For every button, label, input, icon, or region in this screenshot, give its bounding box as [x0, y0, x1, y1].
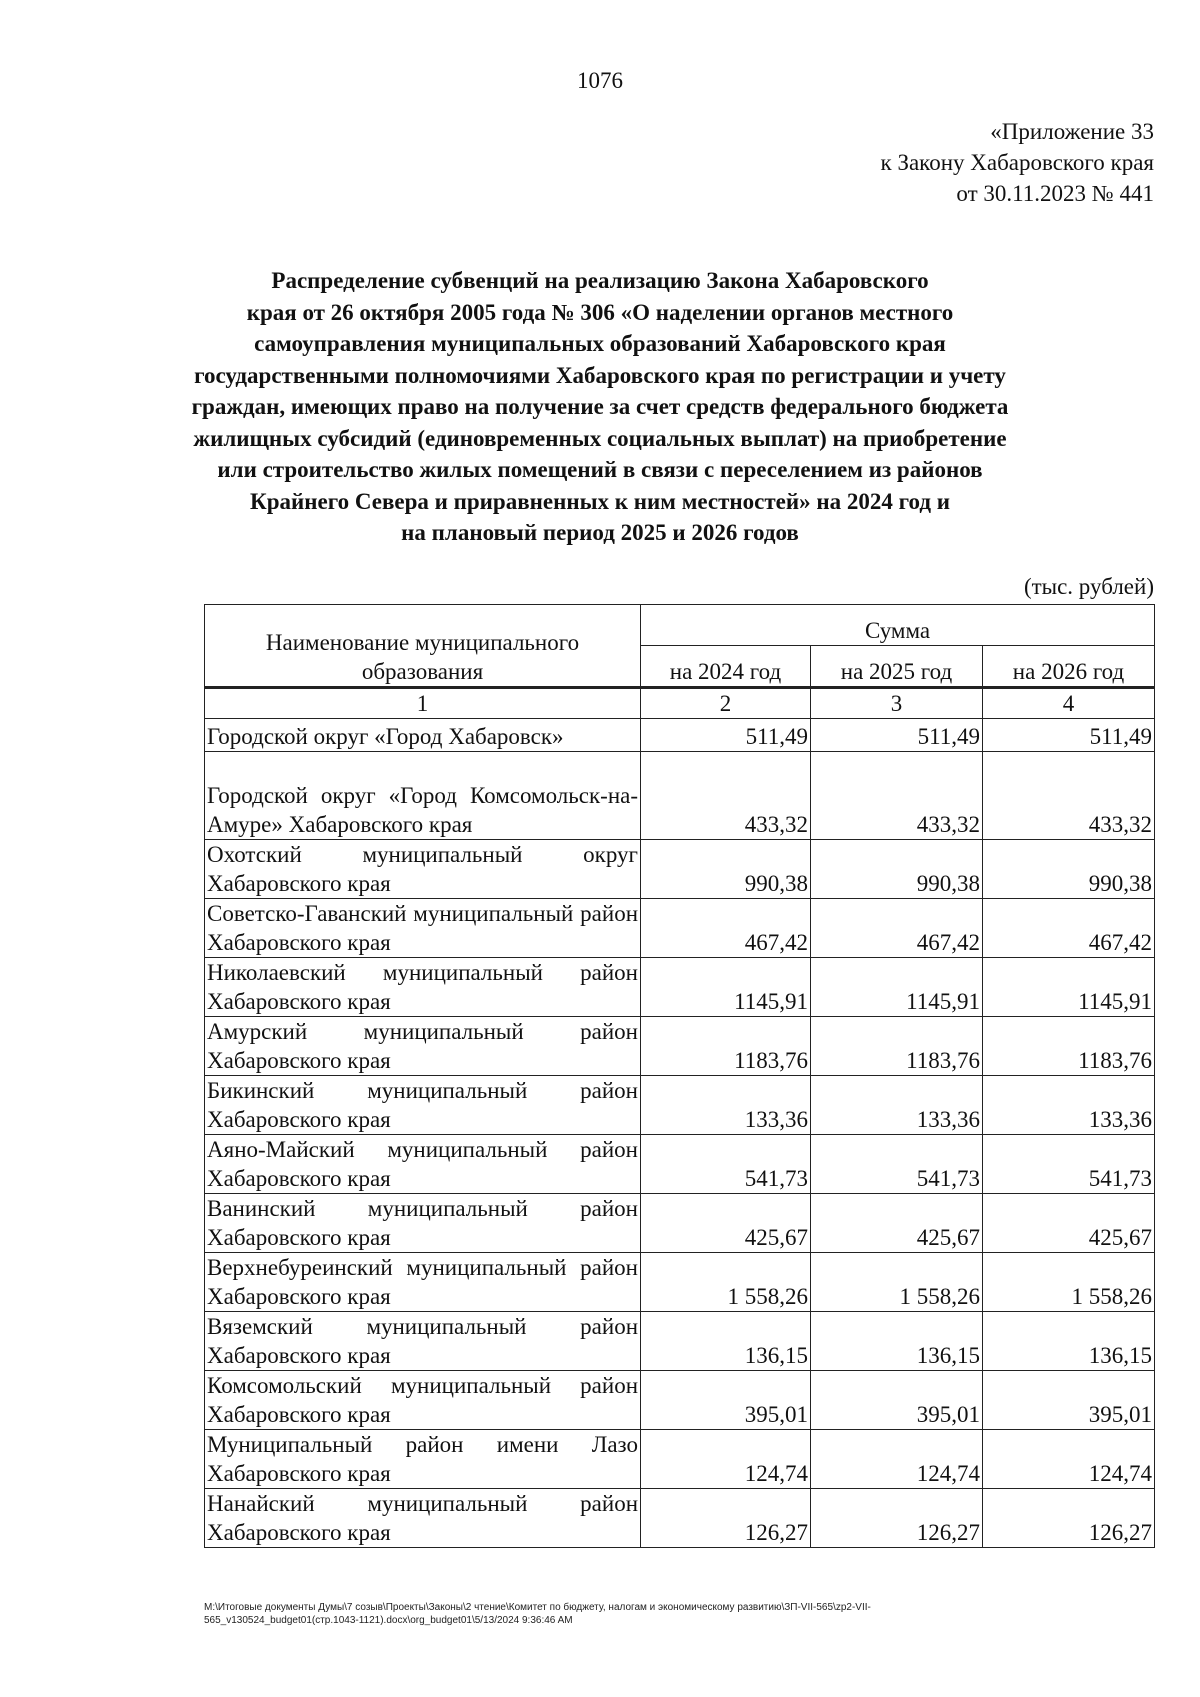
value-2026: 126,27	[983, 1489, 1155, 1548]
title-line: Крайнего Севера и приравненных к ним местностей» на 2024 год и	[250, 488, 950, 514]
value-2026: 124,74	[983, 1430, 1155, 1489]
municipality-name: Нанайский муниципальный район Хабаровского края	[205, 1489, 641, 1548]
table-row	[205, 840, 1155, 899]
header-year-2024: на 2024 год	[641, 646, 811, 688]
value-2024: 1145,91	[641, 958, 811, 1017]
table-row	[205, 899, 1155, 958]
document-title	[160, 265, 1040, 549]
table-row	[205, 1135, 1155, 1194]
title-line: или строительство жилых помещений в связи с переселением из районов	[217, 457, 983, 482]
value-2026: 1145,91	[983, 958, 1155, 1017]
municipality-name: Бикинский муниципальный район Хабаровского края	[205, 1076, 641, 1135]
table-row	[205, 719, 1155, 752]
municipality-name: Охотский муниципальный округ Хабаровского края	[205, 840, 641, 899]
column-number: 3	[811, 688, 983, 719]
table-row	[205, 1017, 1155, 1076]
value-2026: 136,15	[983, 1312, 1155, 1371]
value-2024: 136,15	[641, 1312, 811, 1371]
municipality-name: Николаевский муниципальный район Хабаровского края	[205, 958, 641, 1017]
value-2025: 541,73	[811, 1135, 983, 1194]
footer-line-2: 565_v130524_budget01(стр.1043-1121).docx\org_budget01\5/13/2024 9:36:46 AM	[204, 1615, 573, 1626]
municipality-name: Амурский муниципальный район Хабаровского края	[205, 1017, 641, 1076]
value-2026: 1 558,26	[983, 1253, 1155, 1312]
appendix-line-3: от 30.11.2023 № 441	[956, 181, 1154, 206]
value-2026: 541,73	[983, 1135, 1155, 1194]
table-row	[205, 1253, 1155, 1312]
title-line: граждан, имеющих право на получение за счет средств федерального бюджета	[191, 394, 1009, 419]
value-2026: 395,01	[983, 1371, 1155, 1430]
value-2026: 467,42	[983, 899, 1155, 958]
value-2025: 126,27	[811, 1489, 983, 1548]
value-2025: 433,32	[811, 752, 983, 840]
value-2024: 511,49	[641, 719, 811, 752]
value-2025: 133,36	[811, 1076, 983, 1135]
column-number: 2	[641, 688, 811, 719]
title-line: самоуправления муниципальных образований Хабаровского края	[254, 331, 946, 356]
municipality-name: Городской округ «Город Хабаровск»	[205, 719, 641, 752]
table-row	[205, 1312, 1155, 1371]
value-2025: 1183,76	[811, 1017, 983, 1076]
header-municipality: Наименование муниципального образования	[205, 605, 641, 688]
value-2024: 990,38	[641, 840, 811, 899]
table-row	[205, 1430, 1155, 1489]
footer-line-1: М:\Итоговые документы Думы\7 созыв\Проекты\Законы\2 чтение\Комитет по бюджету, налогам и экономическому развитию\ЗП-VII-565\zp2-VII-	[204, 1602, 871, 1613]
table-row	[205, 1371, 1155, 1430]
municipality-name: Аяно-Майский муниципальный район Хабаровского края	[205, 1135, 641, 1194]
table-row	[205, 958, 1155, 1017]
appendix-reference	[881, 116, 1154, 209]
municipality-name: Советско-Гаванский муниципальный район Хабаровского края	[205, 899, 641, 958]
municipality-name: Муниципальный район имени Лазо Хабаровского края	[205, 1430, 641, 1489]
title-line: государственными полномочиями Хабаровского края по регистрации и учету	[194, 362, 1006, 388]
value-2024: 124,74	[641, 1430, 811, 1489]
value-2025: 467,42	[811, 899, 983, 958]
value-2024: 425,67	[641, 1194, 811, 1253]
value-2025: 124,74	[811, 1430, 983, 1489]
appendix-line-1: «Приложение 33	[990, 119, 1154, 144]
municipality-name: Городской округ «Город Комсомольск-на-Амуре» Хабаровского края	[205, 752, 641, 840]
title-line: Распределение субвенций на реализацию Закона Хабаровского	[271, 268, 929, 293]
value-2026: 990,38	[983, 840, 1155, 899]
municipality-name: Ванинский муниципальный район Хабаровского края	[205, 1194, 641, 1253]
value-2024: 126,27	[641, 1489, 811, 1548]
municipality-name: Верхнебуреинский муниципальный район Хабаровского края	[205, 1253, 641, 1312]
value-2024: 1 558,26	[641, 1253, 811, 1312]
page-number: 1076	[577, 68, 623, 93]
value-2026: 433,32	[983, 752, 1155, 840]
title-line: на плановый период 2025 и 2026 годов	[401, 520, 799, 545]
value-2024: 1183,76	[641, 1017, 811, 1076]
value-2026: 425,67	[983, 1194, 1155, 1253]
value-2026: 133,36	[983, 1076, 1155, 1135]
table-row	[205, 1194, 1155, 1253]
table-row	[205, 1076, 1155, 1135]
value-2024: 467,42	[641, 899, 811, 958]
value-2025: 1 558,26	[811, 1253, 983, 1312]
subvention-table	[204, 604, 1155, 1548]
table-row	[205, 1489, 1155, 1548]
value-2025: 1145,91	[811, 958, 983, 1017]
value-2024: 541,73	[641, 1135, 811, 1194]
value-2025: 511,49	[811, 719, 983, 752]
value-2025: 136,15	[811, 1312, 983, 1371]
value-2025: 990,38	[811, 840, 983, 899]
column-number-row	[205, 688, 1155, 719]
value-2025: 395,01	[811, 1371, 983, 1430]
title-line: края от 26 октября 2005 года № 306 «О наделении органов местного	[246, 299, 954, 325]
table-row	[205, 752, 1155, 840]
title-line: жилищных субсидий (единовременных социальных выплат) на приобретение	[193, 425, 1007, 451]
value-2026: 1183,76	[983, 1017, 1155, 1076]
file-path-footer	[204, 1601, 1154, 1627]
value-2024: 133,36	[641, 1076, 811, 1135]
header-year-2026: на 2026 год	[983, 646, 1155, 688]
column-number: 4	[983, 688, 1155, 719]
municipality-name: Комсомольский муниципальный район Хабаровского края	[205, 1371, 641, 1430]
column-number: 1	[205, 688, 641, 719]
municipality-name: Вяземский муниципальный район Хабаровского края	[205, 1312, 641, 1371]
header-sum: Сумма	[641, 605, 1155, 646]
value-2026: 511,49	[983, 719, 1155, 752]
value-2025: 425,67	[811, 1194, 983, 1253]
appendix-line-2: к Закону Хабаровского края	[880, 150, 1154, 175]
value-2024: 395,01	[641, 1371, 811, 1430]
value-2024: 433,32	[641, 752, 811, 840]
units-label: (тыс. рублей)	[1023, 574, 1154, 599]
header-year-2025: на 2025 год	[811, 646, 983, 688]
